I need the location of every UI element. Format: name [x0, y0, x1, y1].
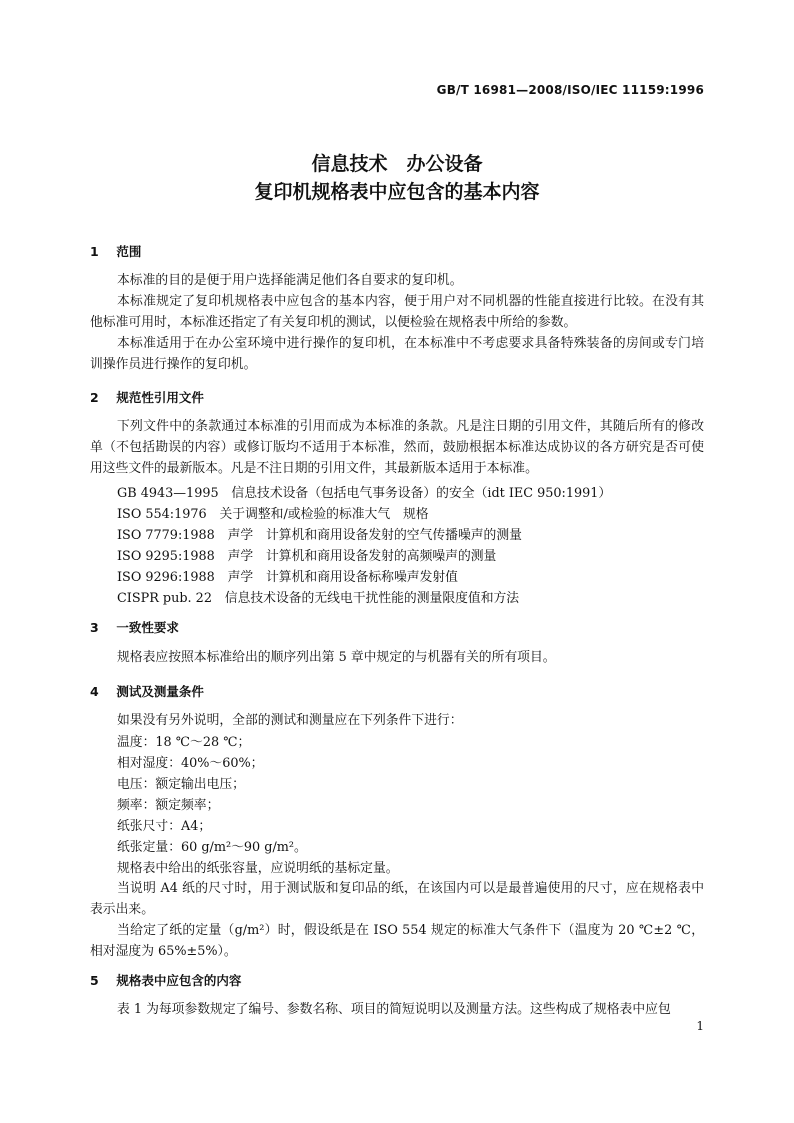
section-4-note-2: 当给定了纸的定量（g/m²）时，假设纸是在 ISO 554 规定的标准大气条件下（温度为 20 ℃±2 ℃，相对湿度为 65%±5%）。 [90, 923, 704, 959]
section-3-paragraph-1: 规格表应按照本标准给出的顺序列出第 5 章中规定的与机器有关的所有项目。 [117, 650, 556, 665]
section-2-heading [90, 388, 204, 406]
section-1-paragraph-2: 本标准规定了复印机规格表中应包含的基本内容，便于用户对不同机器的性能直接进行比较。在没有其他标准可用时，本标准还指定了有关复印机的测试，以便检验在规格表中所给的参数。 [90, 294, 704, 330]
reference-item: ISO 9296:1988 声学 计算机和商用设备标称噪声发射值 [117, 570, 458, 585]
condition-item: 温度：18 ℃～28 ℃； [117, 735, 251, 750]
section-title: 一致性要求 [116, 620, 179, 635]
page-number: 1 [696, 1019, 704, 1033]
section-number: 3 [90, 620, 99, 635]
section-4-heading [90, 682, 204, 700]
section-4-paragraph-1: 如果没有另外说明，全部的测试和测量应在下列条件下进行： [117, 713, 463, 728]
section-1-paragraph-1: 本标准的目的是便于用户选择能满足他们各自要求的复印机。 [117, 273, 463, 288]
condition-item: 纸张定量：60 g/m²～90 g/m²。 [117, 840, 307, 855]
condition-item: 相对湿度：40%～60%； [117, 756, 264, 771]
section-2-paragraph-1: 下列文件中的条款通过本标准的引用而成为本标准的条款。凡是注日期的引用文件，其随后所有的修改单（不包括勘误的内容）或修订版均不适用于本标准，然而，鼓励根据本标准达成协议的各方研究是否可使用这些文件的最新版本。凡是不注日期的引用文件，其最新版本适用于本标准。 [90, 419, 704, 476]
condition-item: 电压：额定输出电压； [117, 777, 245, 792]
condition-item: 规格表中给出的纸张容量，应说明纸的基标定量。 [117, 861, 399, 876]
document-title-line1: 信息技术 办公设备 [311, 153, 483, 175]
reference-item: ISO 7779:1988 声学 计算机和商用设备发射的空气传播噪声的测量 [117, 528, 522, 543]
section-title: 范围 [116, 244, 142, 259]
section-title: 规格表中应包含的内容 [116, 973, 242, 988]
section-number: 5 [90, 973, 99, 988]
section-title: 规范性引用文件 [116, 390, 204, 405]
section-3-heading [90, 618, 179, 636]
reference-item: CISPR pub. 22 信息技术设备的无线电干扰性能的测量限度值和方法 [117, 591, 520, 606]
section-number: 2 [90, 390, 99, 405]
section-4-note-1: 当说明 A4 纸的尺寸时，用于测试版和复印品的纸，在该国内可以是最普遍使用的尺寸，应在规格表中表示出来。 [90, 881, 704, 917]
section-number: 1 [90, 244, 99, 259]
standard-code: GB/T 16981—2008/ISO/IEC 11159:1996 [436, 83, 704, 97]
reference-item: ISO 9295:1988 声学 计算机和商用设备发射的高频噪声的测量 [117, 549, 497, 564]
reference-item: ISO 554:1976 关于调整和/或检验的标准大气 规格 [117, 507, 429, 522]
section-1-heading [90, 242, 141, 260]
section-5-heading [90, 971, 241, 989]
section-5-paragraph-1: 表 1 为每项参数规定了编号、参数名称、项目的简短说明以及测量方法。这些构成了规格表中应包 [117, 1002, 671, 1017]
section-number: 4 [90, 684, 99, 699]
document-title-line2: 复印机规格表中应包含的基本内容 [254, 181, 540, 203]
reference-item: GB 4943—1995 信息技术设备（包括电气事务设备）的安全（idt IEC 950:1991） [117, 486, 612, 501]
condition-item: 频率：额定频率； [117, 798, 220, 813]
section-title: 测试及测量条件 [116, 684, 204, 699]
section-1-paragraph-3: 本标准适用于在办公室环境中进行操作的复印机，在本标准中不考虑要求具备特殊装备的房间或专门培训操作员进行操作的复印机。 [90, 336, 704, 372]
condition-item: 纸张尺寸：A4； [117, 819, 212, 834]
